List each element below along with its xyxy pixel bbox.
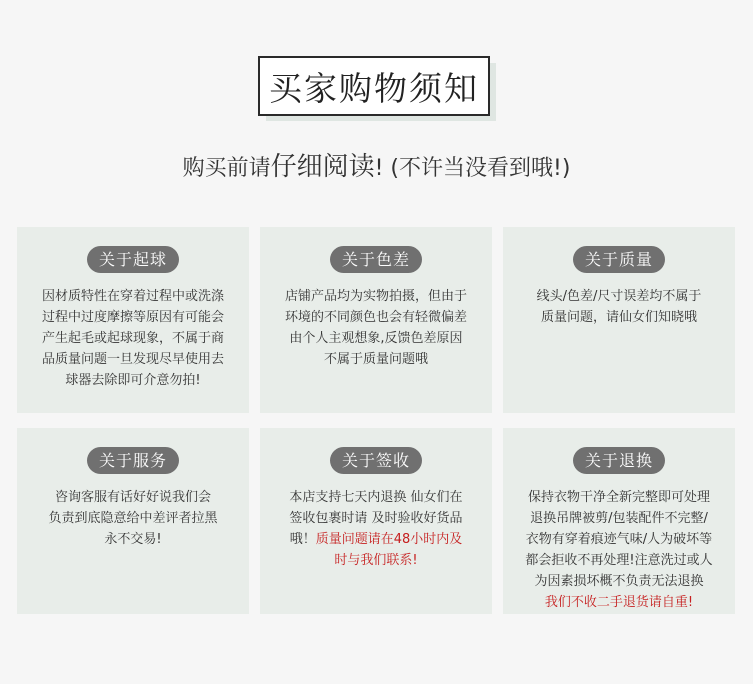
card-body: 因材质特性在穿着过程中或洗涤 过程中过度摩擦等原因有可能会 产生起毛或起球现象，不属于商 品质量问题一旦发现尽早使用去 球器去除即可介意勿拍! — [41, 289, 224, 388]
subtitle — [0, 146, 753, 183]
subtitle-emphasis: 仔细阅读 — [270, 152, 375, 182]
card-body: 本店支持七天内退换 仙女们在 签收包裹时请 及时验收好货品 哦！ — [289, 490, 463, 547]
card-text — [517, 487, 720, 613]
page-title: 买家购物须知 — [258, 56, 490, 116]
card-color-difference — [260, 227, 492, 413]
card-heading: 关于起球 — [87, 246, 179, 273]
card-text — [281, 487, 470, 571]
card-body: 咨询客服有话好好说我们会 负责到底隐意给中差评者拉黑 永不交易! — [48, 490, 218, 547]
card-heading: 关于退换 — [573, 447, 665, 474]
title-block — [258, 56, 498, 124]
card-body: 线头/色差/尺寸误差均不属于 质量问题，请仙女们知晓哦 — [536, 289, 702, 325]
card-body: 店铺产品均为实物拍摄，但由于 环境的不同颜色也会有轻微偏差 由个人主观想象,反馈色差原因 不属于质量问题哦 — [284, 289, 467, 367]
card-text — [277, 286, 475, 370]
card-heading: 关于色差 — [330, 246, 422, 273]
card-text — [40, 487, 225, 550]
subtitle-part1: 购买前请 — [182, 156, 271, 181]
card-highlight: 我们不收二手退货请自重! — [544, 595, 694, 610]
card-service — [17, 428, 249, 614]
card-heading: 关于服务 — [87, 447, 179, 474]
card-heading: 关于质量 — [573, 246, 665, 273]
subtitle-part2: ! (不许当没看到哦!) — [374, 156, 571, 181]
card-returns — [503, 428, 735, 614]
card-body: 保持衣物干净全新完整即可处理 退换吊牌被剪/包装配件不完整/ 衣物有穿着痕迹气味/人为破坏等 都会拒收不再处理!注意洗过或人 为因素损坏概不负责无法退换 — [525, 490, 713, 589]
card-text — [529, 286, 710, 328]
card-pilling — [17, 227, 249, 413]
card-highlight: 质量问题请在48小时内及 时与我们联系! — [315, 532, 463, 568]
card-receipt — [260, 428, 492, 614]
card-quality — [503, 227, 735, 413]
card-text — [34, 286, 232, 391]
card-heading: 关于签收 — [330, 447, 422, 474]
